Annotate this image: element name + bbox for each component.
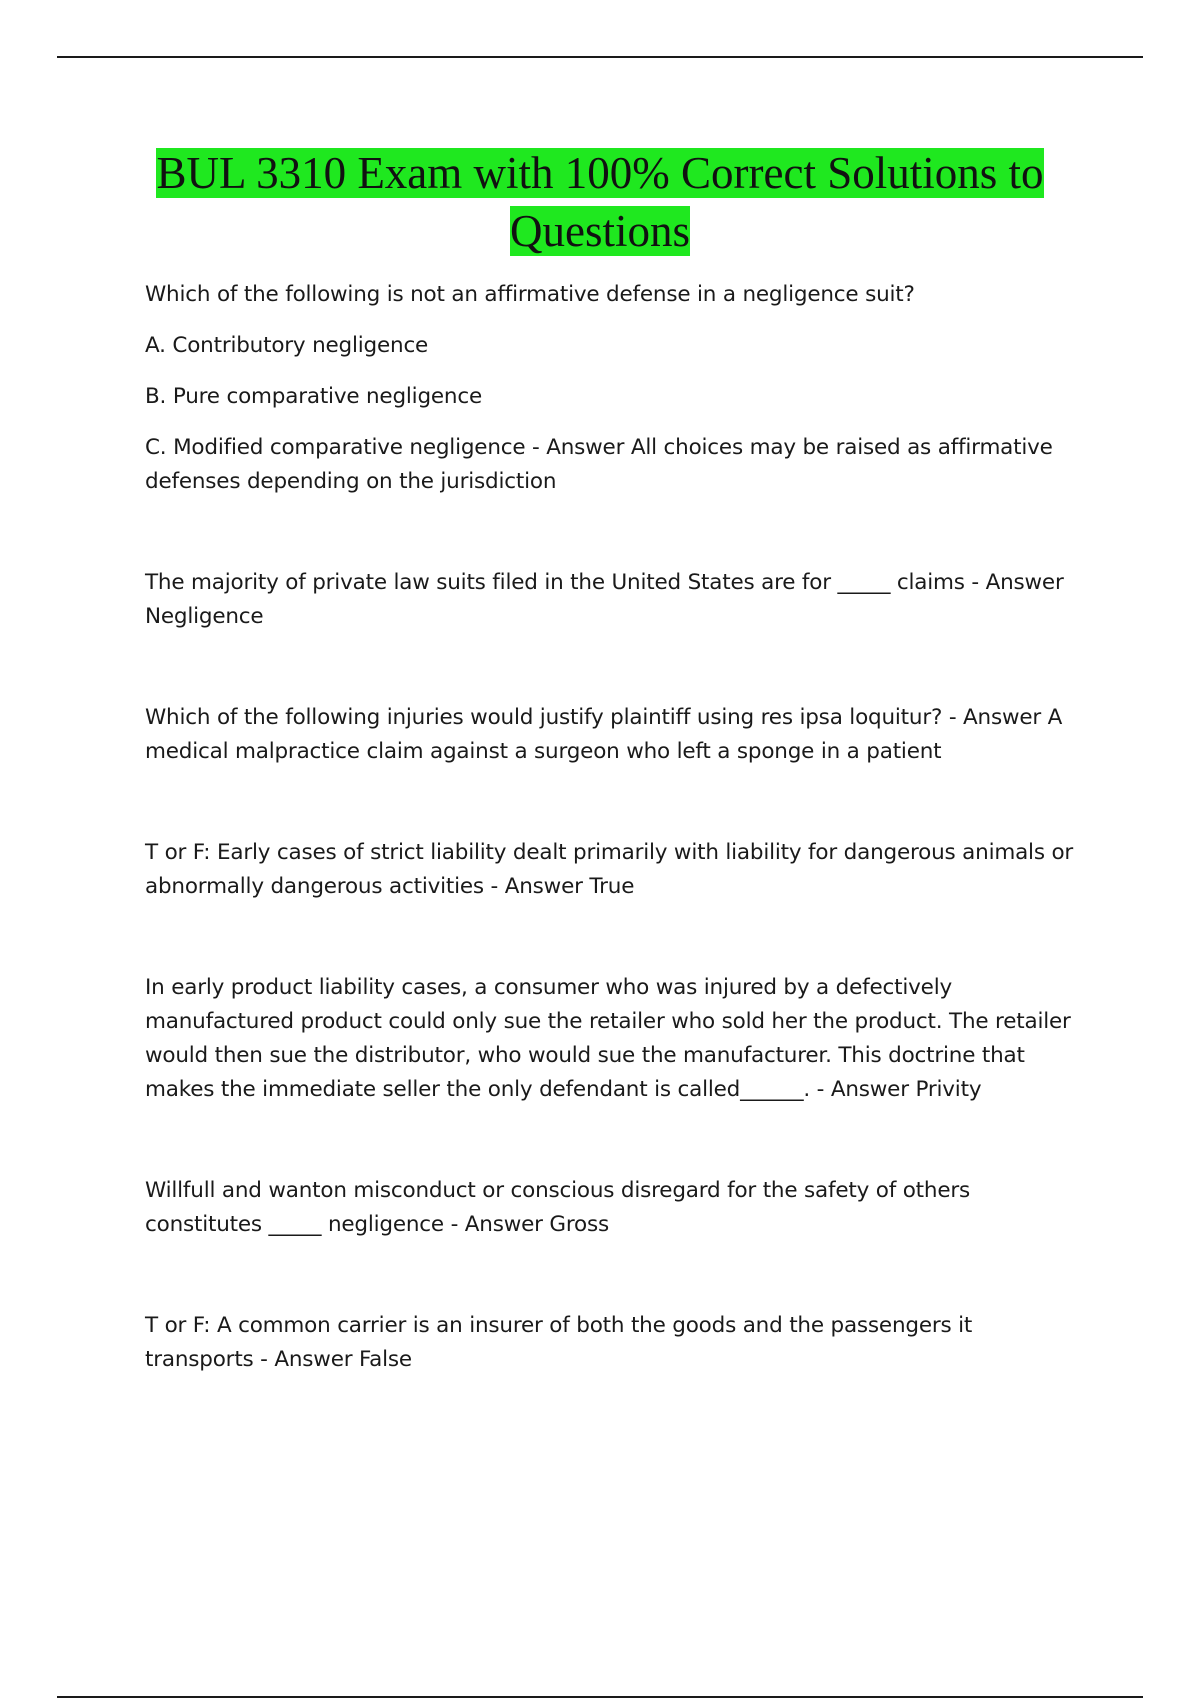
question-7: T or F: A common carrier is an insurer of both the goods and the passengers it transports - Answer False xyxy=(145,1313,973,1372)
question-1-option-b: B. Pure comparative negligence xyxy=(145,384,483,409)
bottom-rule xyxy=(57,1696,1143,1698)
question-6: Willfull and wanton misconduct or conscious disregard for the safety of others constitutes _____ negligence - Answer Gross xyxy=(145,1178,971,1237)
title-highlight: BUL 3310 Exam with 100% Correct Solutions to Questions xyxy=(156,148,1044,256)
question-1-option-c: C. Modified comparative negligence - Answer All choices may be raised as affirmative defenses depending on the jurisdiction xyxy=(145,435,1053,494)
question-3: Which of the following injuries would justify plaintiff using res ipsa loquitur? - Answer A medical malpractice claim against a surgeon who left a sponge in a patient xyxy=(145,705,1063,764)
question-2: The majority of private law suits filed in the United States are for _____ claims - Answer Negligence xyxy=(145,570,1064,629)
document-body xyxy=(145,278,1085,1377)
question-5: In early product liability cases, a consumer who was injured by a defectively manufactured product could only sue the retailer who sold her the product. The retailer would then sue the distributor, who would sue the manufacturer. This doctrine that makes the immediate seller the only defendant is called______. - Answer Privity xyxy=(145,975,1071,1102)
top-rule xyxy=(57,56,1143,58)
question-1-option-a: A. Contributory negligence xyxy=(145,333,429,358)
question-1-stem: Which of the following is not an affirmative defense in a negligence suit? xyxy=(145,282,915,307)
document-title xyxy=(100,144,1100,260)
question-4: T or F: Early cases of strict liability dealt primarily with liability for dangerous animals or abnormally dangerous activities - Answer True xyxy=(145,840,1074,899)
